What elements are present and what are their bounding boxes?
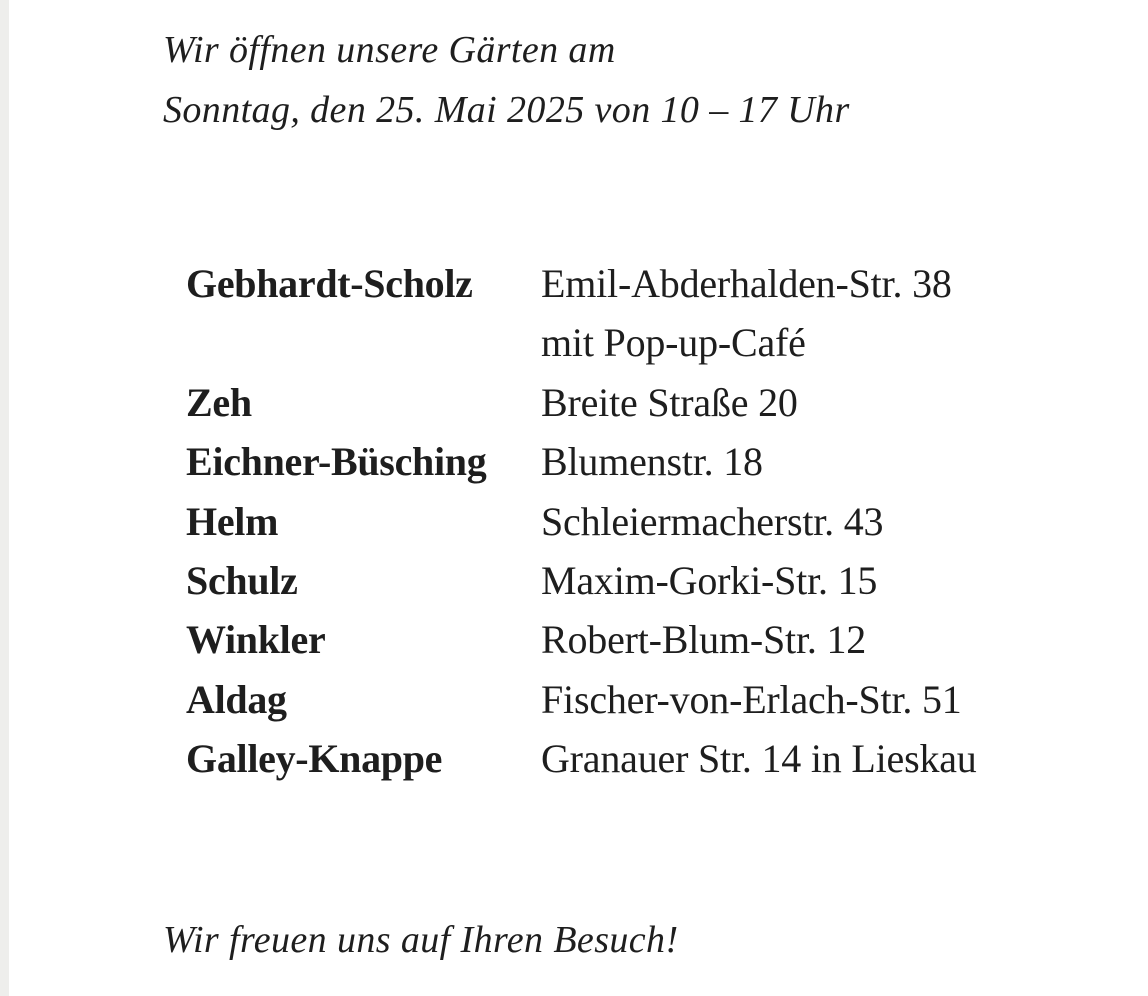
invitation-line-2: Sonntag, den 25. Mai 2025 von 10 – 17 Uhr [163, 89, 850, 131]
garden-address: Schleiermacherstr. 43 [541, 498, 884, 544]
garden-row [186, 729, 977, 788]
garden-address: Blumenstr. 18 [541, 439, 763, 485]
garden-row [186, 670, 977, 729]
garden-owner: Zeh [186, 379, 252, 425]
garden-owner: Gebhardt-Scholz [186, 261, 473, 306]
page-edge [0, 0, 9, 996]
garden-address: Fischer-von-Erlach-Str. 51 [541, 676, 962, 722]
garden-owner: Winkler [186, 617, 326, 663]
garden-owner: Aldag [186, 676, 287, 722]
garden-address: Emil-Abderhalden-Str. 38 [541, 261, 952, 306]
garden-list [186, 254, 977, 789]
garden-row [186, 432, 977, 491]
invitation-text [163, 20, 850, 140]
closing-text: Wir freuen uns auf Ihren Besuch! [163, 919, 679, 961]
invitation-line-1: Wir öffnen unsere Gärten am [163, 29, 616, 71]
garden-address: Granauer Str. 14 in Lieskau [541, 736, 977, 782]
garden-address: Breite Straße 20 [541, 379, 798, 425]
garden-row [186, 254, 977, 313]
garden-address: mit Pop-up-Café [541, 320, 806, 366]
garden-owner: Helm [186, 498, 279, 544]
garden-row [186, 551, 977, 610]
garden-owner: Galley-Knappe [186, 736, 443, 782]
garden-row [186, 610, 977, 669]
garden-address: Maxim-Gorki-Str. 15 [541, 558, 878, 604]
garden-row [186, 313, 977, 372]
garden-owner [186, 313, 541, 372]
garden-address: Robert-Blum-Str. 12 [541, 617, 867, 663]
garden-owner: Eichner-Büsching [186, 439, 487, 485]
garden-owner: Schulz [186, 558, 298, 604]
garden-row [186, 492, 977, 551]
garden-row [186, 373, 977, 432]
